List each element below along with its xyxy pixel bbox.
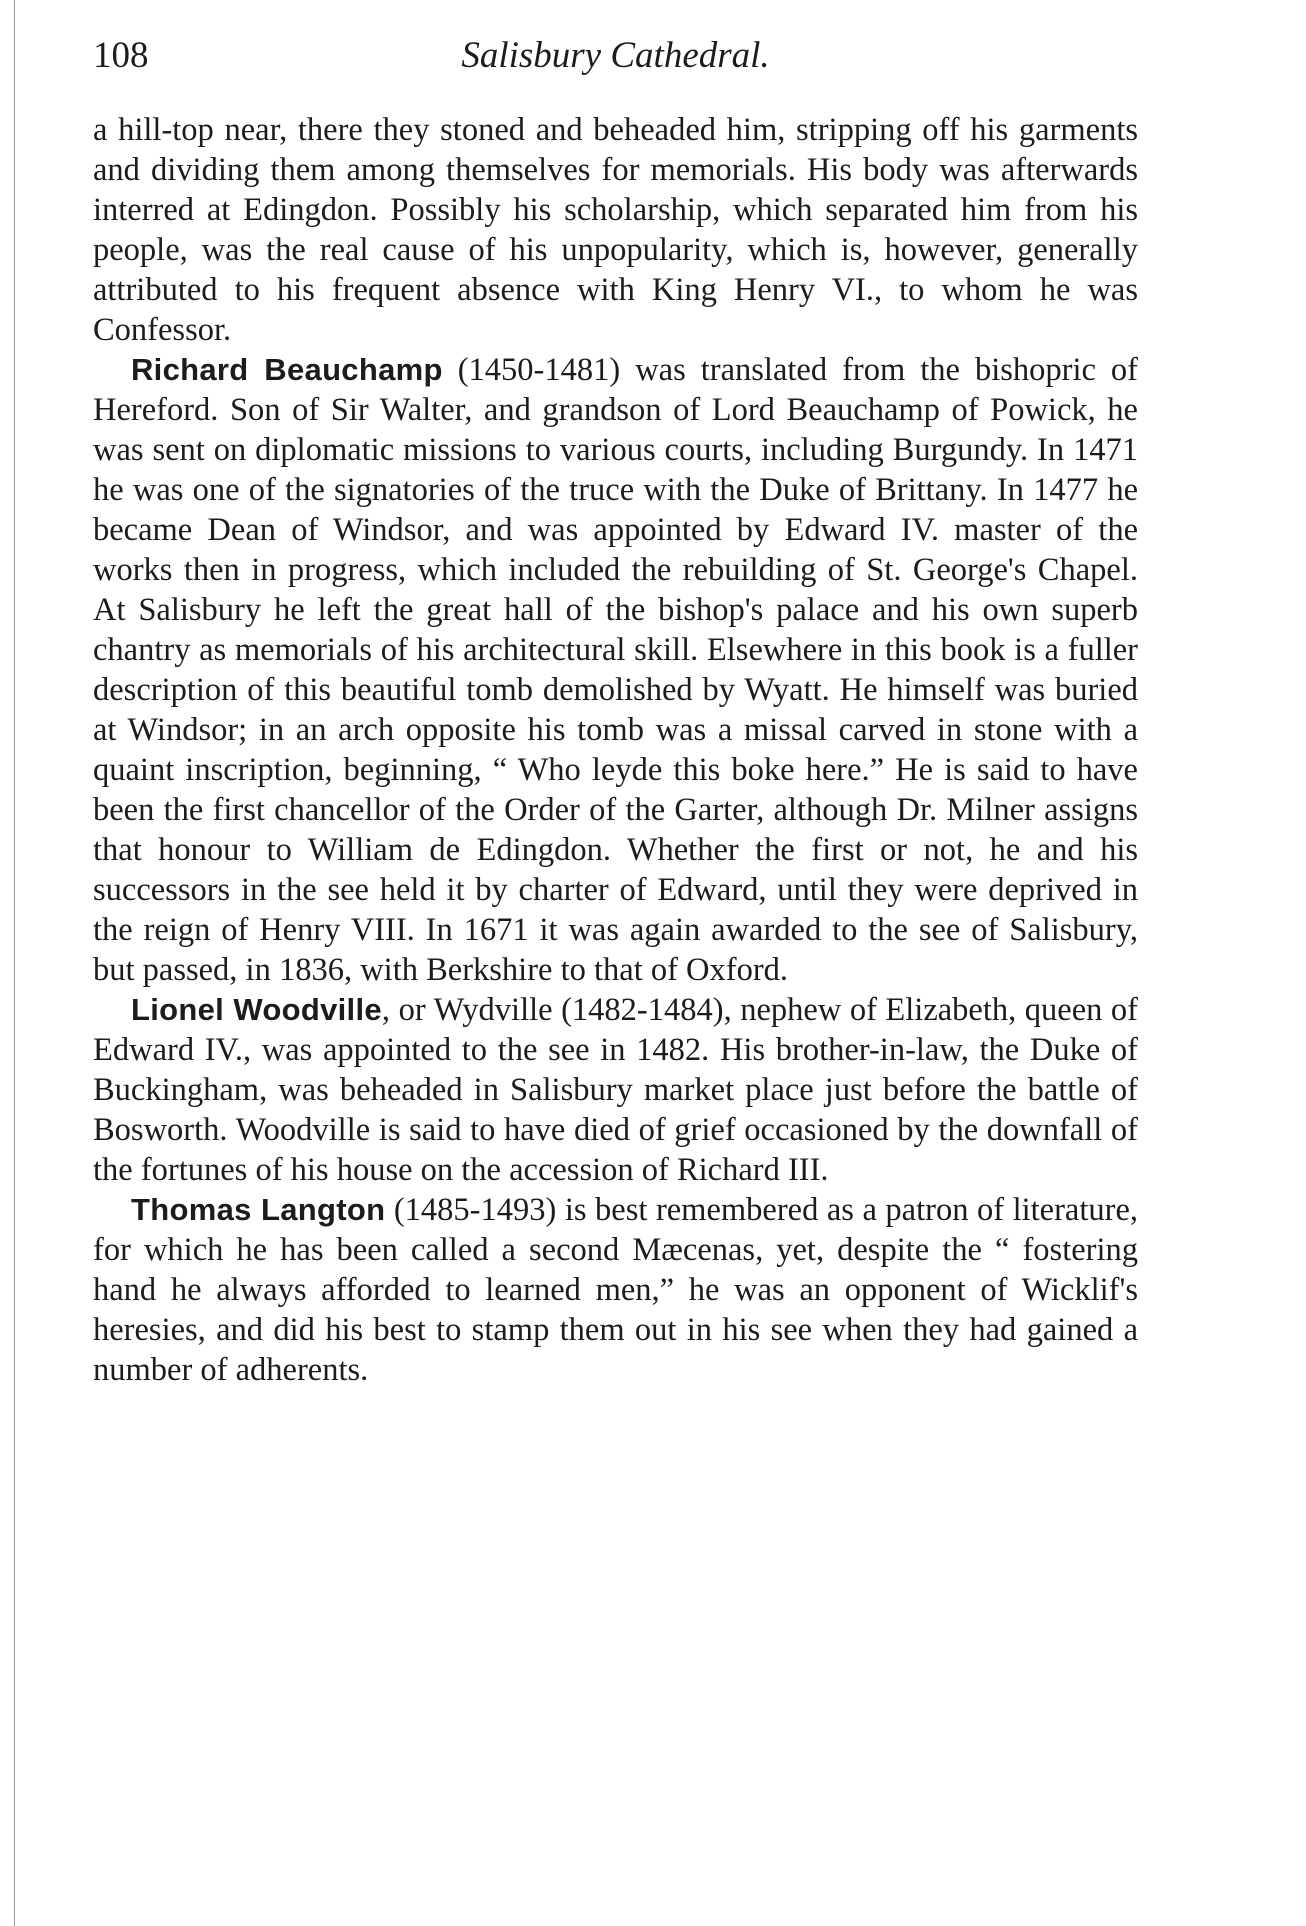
paragraph-text: , or Wydville (1482-1484), nephew of Elizabeth, queen of Edward IV., was appointed to the see in 1482. His brother-in-law, the Duke of Buckingham, was beheaded in Salisbury market place just before the battle of Bosworth. Woodville is said to have died of grief occasioned by the downfall of the fortunes of his house on the accession of Richard III. — [93, 992, 1138, 1188]
page-edge-line — [14, 0, 15, 1926]
paragraph-lionel-woodville — [93, 990, 1138, 1190]
running-title: Salisbury Cathedral. — [461, 35, 770, 76]
paragraph-text: a hill-top near, there they stoned and beheaded him, stripping off his garments and dividing them among themselves for memorials. His body was afterwards interred at Edingdon. Possibly his scholarship, which separated him from his people, was the real cause of his unpopularity, which is, however, generally attributed to his frequent absence with King Henry VI., to whom he was Confessor. — [93, 112, 1138, 348]
paragraph-text: (1450-1481) was translated from the bishopric of Hereford. Son of Sir Walter, and grandson of Lord Beauchamp of Powick, he was sent on diplomatic missions to various courts, including Burgundy. In 1471 he was one of the signatories of the truce with the Duke of Brittany. In 1477 he became Dean of Windsor, and was appointed by Edward IV. master of the works then in progress, which included the rebuilding of St. George's Chapel. At Salisbury he left the great hall of the bishop's palace and his own superb chantry as memorials of his architectural skill. Elsewhere in this book is a fuller description of this beautiful tomb demolished by Wyatt. He himself was buried at Windsor; in an arch opposite his tomb was a missal carved in stone with a quaint inscription, beginning, “ Who leyde this boke here.” He is said to have been the first chancellor of the Order of the Garter, although Dr. Milner assigns that honour to William de Edingdon. Whether the first or not, he and his successors in the see held it by charter of Edward, until they were deprived in the reign of Henry VIII. In 1671 it was again awarded to the see of Salisbury, but passed, in 1836, with Berkshire to that of Oxford. — [93, 352, 1138, 988]
paragraph-richard-beauchamp — [93, 350, 1138, 990]
page-number: 108 — [93, 35, 149, 76]
paragraph-continuation — [93, 110, 1138, 350]
paragraph-thomas-langton — [93, 1190, 1138, 1390]
bishop-name: Lionel Woodville — [131, 992, 382, 1027]
running-header — [93, 20, 1138, 80]
bishop-name: Richard Beauchamp — [131, 352, 443, 387]
book-page — [93, 20, 1138, 1390]
body-text — [93, 110, 1138, 1390]
paragraph-text: (1485-1493) is best remembered as a patron of literature, for which he has been called a second Mæcenas, yet, despite the “ fostering hand he always afforded to learned men,” he was an opponent of Wicklif's heresies, and did his best to stamp them out in his see when they had gained a number of adherents. — [93, 1192, 1138, 1388]
bishop-name: Thomas Langton — [131, 1192, 386, 1227]
